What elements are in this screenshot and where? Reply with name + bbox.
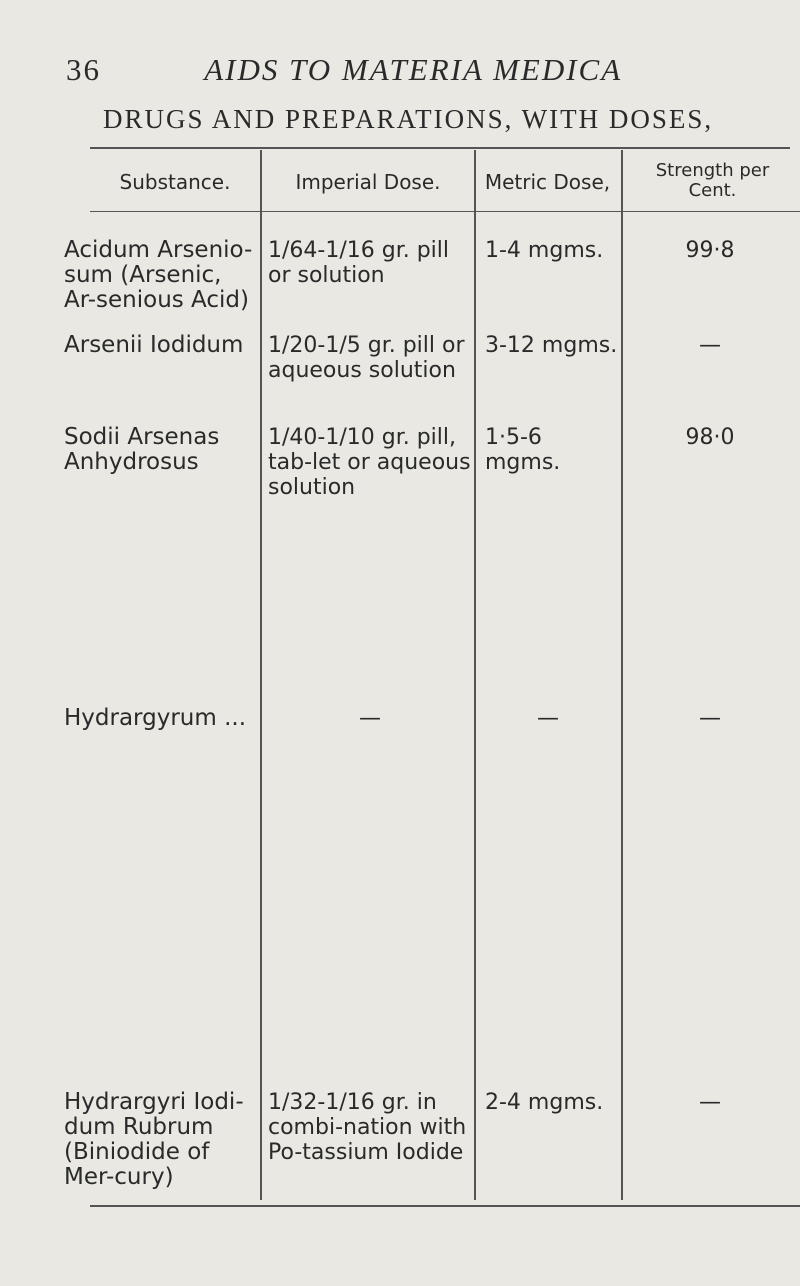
- section-title: DRUGS AND PREPARATIONS, WITH DOSES,: [103, 104, 714, 134]
- row-2-metric: 3-12 mgms.: [485, 333, 618, 358]
- row-3-imperial: 1/40-1/10 gr. pill, tab-let or aqueous solution: [268, 425, 471, 500]
- row-4-metric: —: [537, 706, 559, 731]
- row-2-imperial: 1/20-1/5 gr. pill or aqueous solution: [268, 333, 465, 383]
- column-divider-3: [621, 150, 623, 1200]
- column-divider-1: [260, 150, 262, 1200]
- header-substance: Substance.: [119, 170, 231, 194]
- row-1-strength: 99·8: [685, 238, 735, 263]
- row-5-imperial: 1/32-1/16 gr. in combi-nation with Po-tassium Iodide: [268, 1090, 467, 1165]
- row-4-strength: —: [699, 706, 721, 731]
- row-4-imperial: —: [359, 706, 381, 731]
- row-3-strength: 98·0: [685, 425, 735, 450]
- row-3-substance: Sodii Arsenas Anhydrosus: [64, 424, 220, 475]
- bottom-rule: [90, 1205, 800, 1207]
- row-1-imperial: 1/64-1/16 gr. pill or solution: [268, 238, 450, 288]
- row-2-substance: Arsenii Iodidum: [64, 332, 244, 358]
- header-metric-dose: Metric Dose,: [484, 170, 611, 194]
- row-3-metric: 1·5-6 mgms.: [485, 425, 561, 475]
- header-rule: [90, 211, 800, 212]
- top-rule: [90, 147, 790, 149]
- page-number: 36: [66, 52, 101, 87]
- header-imperial-dose: Imperial Dose.: [295, 170, 441, 194]
- row-5-strength: —: [699, 1090, 721, 1115]
- row-5-metric: 2-4 mgms.: [485, 1090, 604, 1115]
- row-1-metric: 1-4 mgms.: [485, 238, 604, 263]
- header-strength: Strength per Cent.: [655, 160, 770, 201]
- row-1-substance: Acidum Arsenio-sum (Arsenic, Ar-senious Acid): [64, 237, 253, 313]
- row-5-substance: Hydrargyri Iodi-dum Rubrum (Biniodide of Mer-cury): [64, 1089, 244, 1190]
- row-2-strength: —: [699, 333, 721, 358]
- running-title: AIDS TO MATERIA MEDICA: [204, 52, 623, 87]
- column-divider-2: [474, 150, 476, 1200]
- row-4-substance: Hydrargyrum ...: [64, 705, 247, 731]
- running-header: [66, 52, 622, 88]
